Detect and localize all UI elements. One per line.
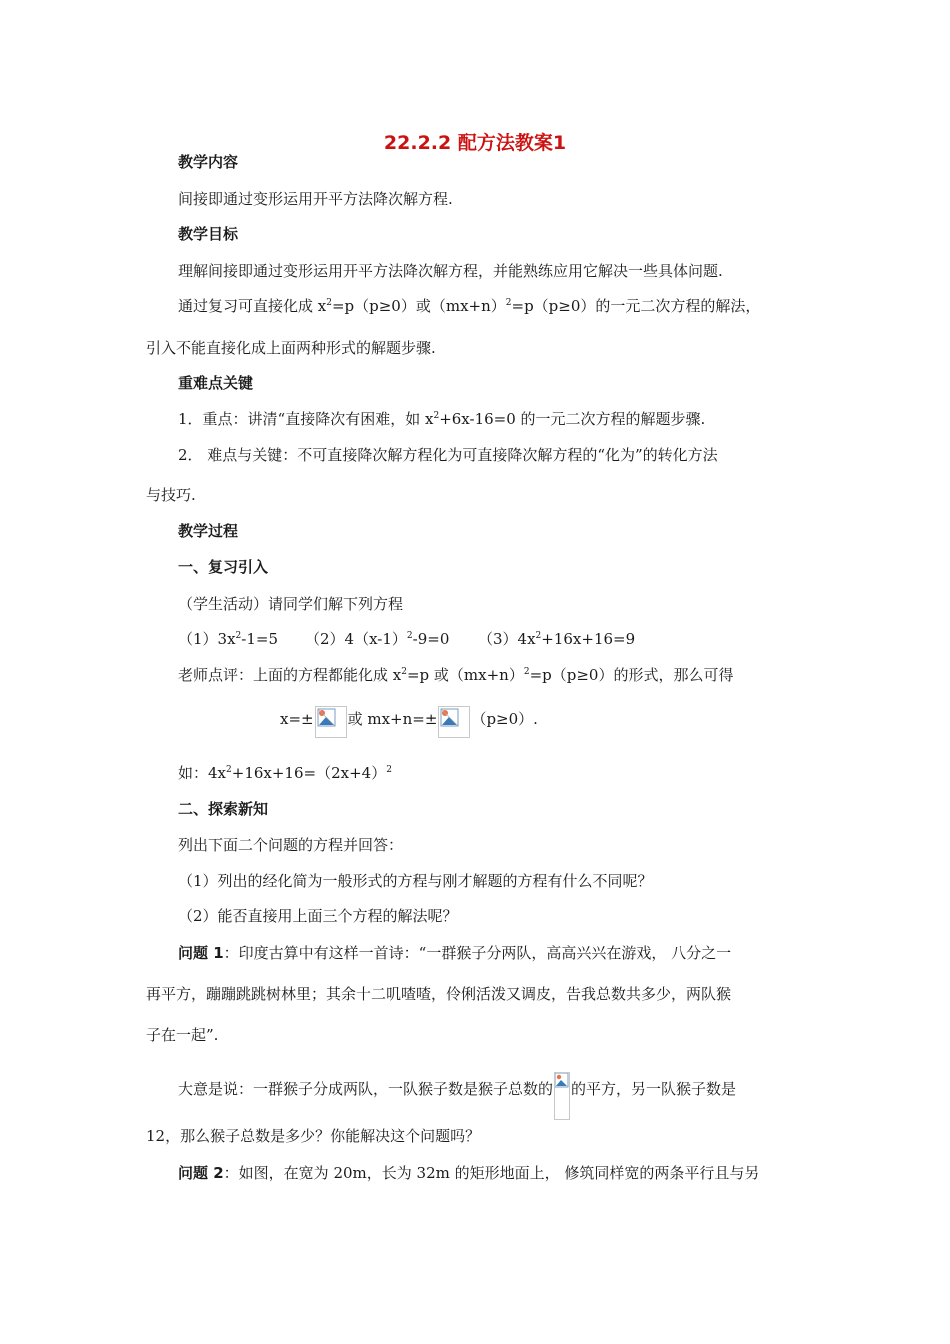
section-review-intro: 一、复习引入 [178,558,269,576]
key-point-2-line-2: 与技巧. [146,486,196,504]
page-title: 22.2.2 配方法教案1 [383,132,567,154]
heading-teaching-process: 教学过程 [178,522,239,540]
heading-teaching-goal: 教学目标 [178,225,239,243]
problem-1-meaning: 大意是说：一群猴子分成两队，一队猴子数是猴子总数的 的平方，另一队猴子数是 [178,1072,736,1120]
solution-formula: x=± 或 mx+n=± （p≥0）. [280,706,538,738]
explore-question-2: （2）能否直接用上面三个方程的解法呢？ [178,907,458,925]
key-point-1: 1．重点：讲清“直接降次有困难，如 $x^2+6x-16=0$ 的一元二次方程的解题步骤. [178,410,706,428]
problem-1-line-2: 再平方，蹦蹦跳跳树林里；其余十二叽喳喳，伶俐活泼又调皮，告我总数共多少，两队猴 [146,985,732,1003]
equation-3: $(3)4x^2+16x+16=9$ [478,630,636,648]
explore-question-1: （1）列出的经化简为一般形式的方程与刚才解题的方程有什么不同呢？ [178,872,653,890]
goal-paragraph-1: 理解间接即通过变形运用开平方法降次解方程，并能熟练应用它解决一些具体问题. [178,262,723,280]
teacher-comment: 老师点评：上面的方程都能化成 $x^2=p$ 或$(mx+n)^2=p(p\ge 0)$的形式，那么可得 [178,666,734,684]
sqrt-p-image-icon [438,706,470,738]
example-equation: 如：$4x^2+16x+16=(2x+4)^2$ [178,764,392,782]
goal-paragraph-2-line-2: 引入不能直接化成上面两种形式的解题步骤. [146,339,436,357]
one-eighth-fraction-image-icon [554,1072,570,1120]
student-activity: （学生活动）请同学们解下列方程 [178,595,404,613]
explore-intro: 列出下面二个问题的方程并回答： [178,836,404,854]
section-explore: 二、探索新知 [178,800,269,818]
sqrt-p-image-icon [315,706,347,738]
problem-1: 问题 1：印度古算中有这样一首诗：“一群猴子分两队，高高兴兴在游戏， 八分之一 [178,944,732,962]
teaching-content-text: 间接即通过变形运用开平方法降次解方程. [178,190,453,208]
problem-1-meaning-line-2: 12，那么猴子总数是多少？你能解决这个问题吗？ [146,1127,481,1145]
heading-teaching-content: 教学内容 [178,153,239,171]
problem-1-line-3: 子在一起”. [146,1026,219,1044]
problem-2: 问题 2：如图，在宽为 20m，长为 32m 的矩形地面上， 修筑同样宽的两条平行且与另 [178,1164,760,1182]
heading-key-points: 重难点关键 [178,374,254,392]
key-point-2: 2． 难点与关键：不可直接降次解方程化为可直接降次解方程的“化为”的转化方法 [178,446,718,464]
equation-2: $(2)4(x-1)^2-9=0$ [305,630,450,648]
goal-paragraph-2: 通过复习可直接化成 $x^2=p(p\ge 0)$或$(mx+n)^2=p(p\ge 0)$的一元二次方程的解法， [178,297,761,315]
equation-1: $(1)3x^2-1=5$ [178,630,279,648]
